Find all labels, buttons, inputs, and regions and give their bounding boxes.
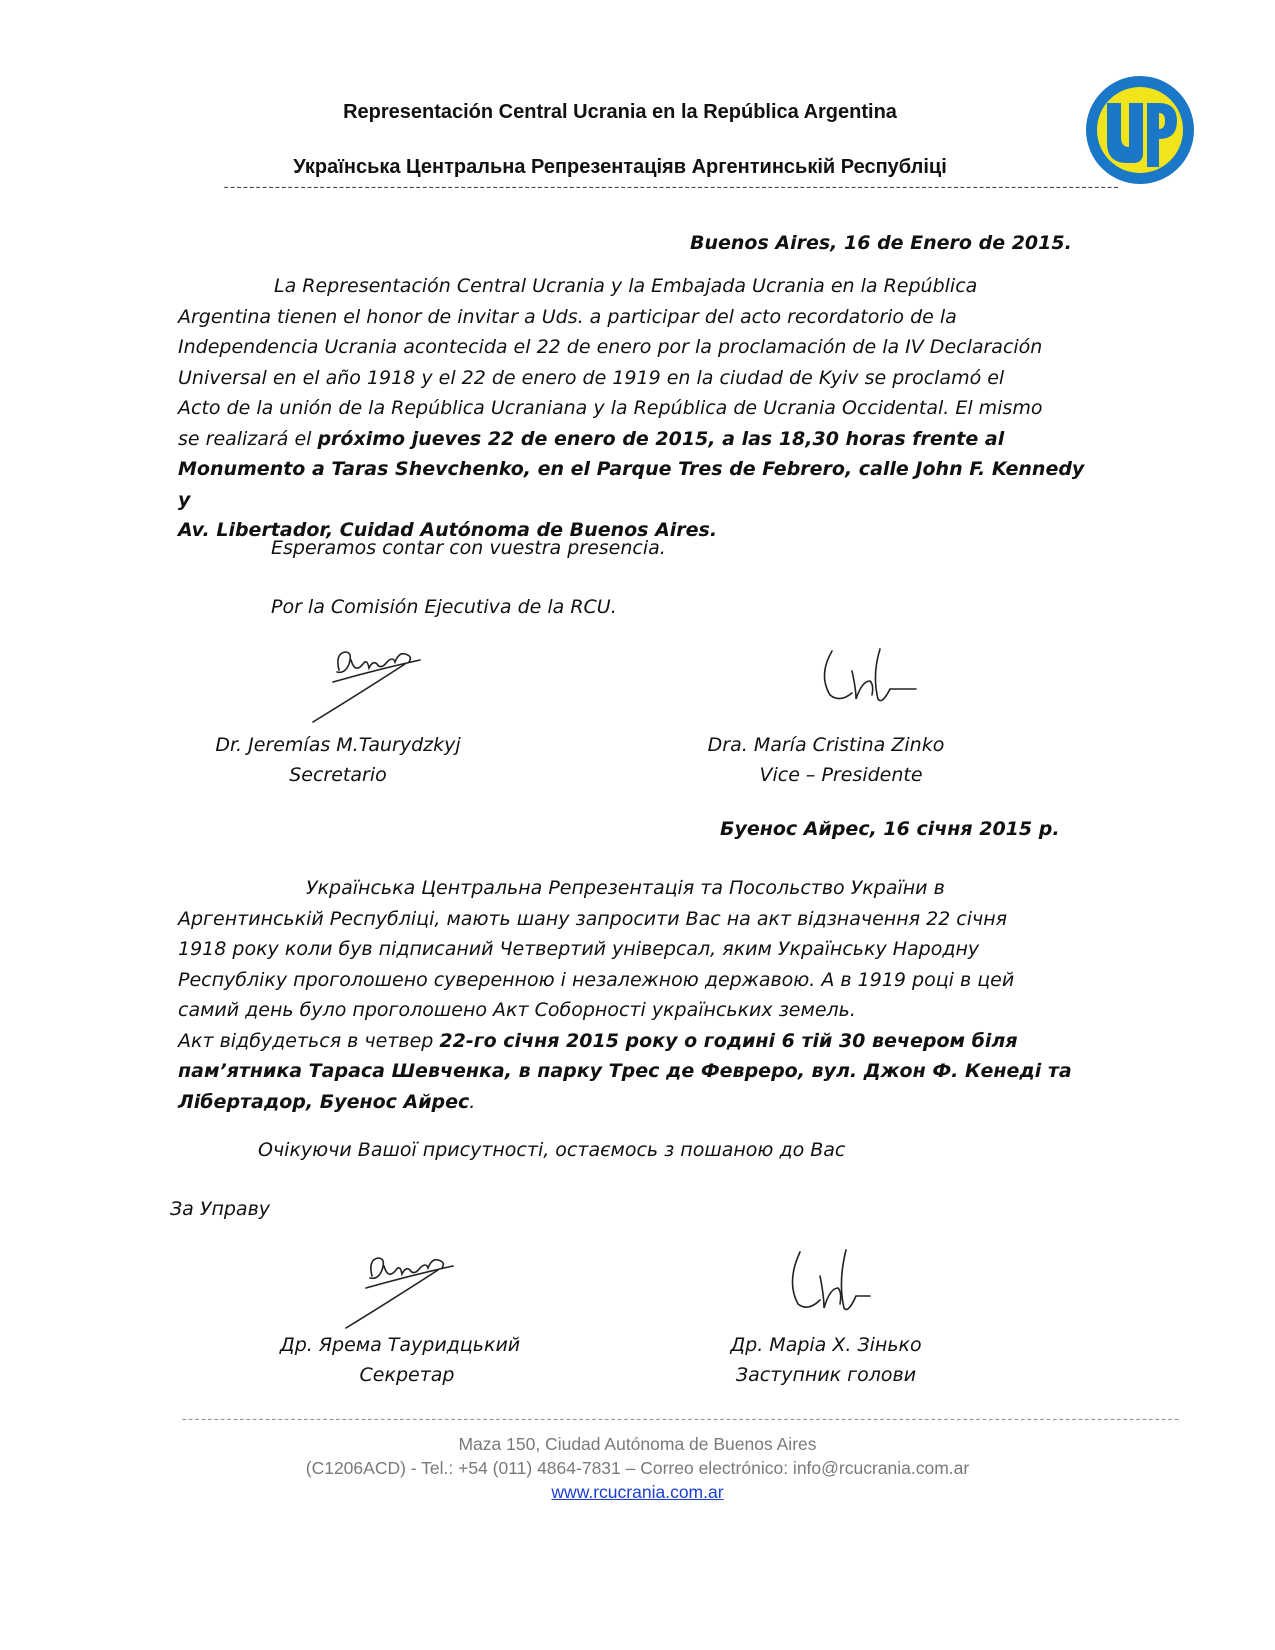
paragraph-emphasis: 22-го січня 2015 року о годині 6 тій 30 вечером біля <box>439 1029 1018 1052</box>
paragraph-line: Українська Центральна Репрезентація та Посольство України в <box>306 877 945 899</box>
paragraph-text: . <box>469 1090 476 1113</box>
invitation-paragraph-uk <box>178 873 1098 1117</box>
footer <box>0 1432 1275 1504</box>
signatory-name: Dr. Jeremías M.Taurydzkyj <box>215 734 461 756</box>
paragraph-text: se realizará el <box>178 427 318 450</box>
paragraph-line: Universal en el año 1918 y el 22 de enero de 1919 en la ciudad de Kyiv se proclamó el <box>178 366 1005 389</box>
paragraph-line <box>178 1026 1098 1057</box>
date-uk: Буенос Айрес, 16 січня 2015 р. <box>720 818 1060 840</box>
paragraph-line <box>178 454 1098 515</box>
paragraph-emphasis: próximo jueves 22 de enero de 2015, a las 18,30 horas frente al <box>317 427 1005 450</box>
header-title-es: Representación Central Ucrania en la República Argentina <box>343 101 897 123</box>
paragraph-line: самий день було проголошено Акт Соборності українських земель. <box>178 999 856 1021</box>
signatory-left-uk <box>250 1330 550 1390</box>
paragraph-line: La Representación Central Ucrania y la Embajada Ucrania en la República <box>274 275 978 297</box>
paragraph-line <box>178 424 1098 455</box>
website-link[interactable]: www.rcucrania.com.ar <box>551 1482 724 1502</box>
paragraph-emphasis: Av. Libertador, Cuidad Autónoma de Buenos Aires. <box>178 519 718 541</box>
paragraph-line <box>178 1087 1098 1118</box>
board-line-uk: За Управу <box>170 1198 271 1220</box>
paragraph-line: Аргентинській Республіці, мають шану запросити Вас на акт відзначення 22 січня <box>178 907 1008 930</box>
paragraph-text: Акт відбудеться в четвер <box>178 1029 440 1052</box>
paragraph-line: Acto de la unión de la República Ucraniana y la República de Ucrania Occidental. El mismo <box>178 397 1043 419</box>
signatory-right-uk <box>676 1330 976 1390</box>
paragraph-line <box>178 1056 1098 1087</box>
signatory-title: Заступник голови <box>735 1364 917 1386</box>
invitation-paragraph-es <box>178 271 1098 546</box>
footer-address: Maza 150, Ciudad Autónoma de Buenos Aires <box>458 1434 817 1454</box>
signature-vice-president-es <box>812 645 927 715</box>
header-divider: -------------------------------------------------------------------------------------------------------------------------------------------- <box>222 180 1119 196</box>
paragraph-line: Independencia Ucrania acontecida el 22 de enero por la proclamación de la IV Declaración <box>178 336 1043 358</box>
paragraph-emphasis: Monumento a Taras Shevchenko, en el Parque Tres de Febrero, calle John F. Kennedy y <box>178 458 1085 511</box>
paragraph-emphasis: Лібертадор, Буенос Айрес <box>178 1090 470 1113</box>
organization-logo <box>1085 75 1195 185</box>
paragraph-line: 1918 року коли був підписаний Четвертий універсал, яким Українську Народну <box>178 938 980 960</box>
footer-contact: (C1206ACD) - Tel.: +54 (011) 4864-7831 – Correo electrónico: info@rcucrania.com.ar <box>305 1458 970 1478</box>
signatory-name: Dra. María Cristina Zinko <box>707 734 945 756</box>
commission-line-es: Por la Comisión Ejecutiva de la RCU. <box>271 596 617 618</box>
signatory-right-es <box>676 730 976 790</box>
header-title-uk: Українська Центральна Репрезентаціяв Аргентинській Республіці <box>293 156 947 178</box>
signatory-title: Vice – Presidente <box>759 764 923 786</box>
date-es: Buenos Aires, 16 de Enero de 2015. <box>690 232 1072 254</box>
closing-uk: Очікуючи Вашої присутності, остаємось з пошаною до Вас <box>258 1139 846 1161</box>
signature-vice-president-uk <box>782 1248 882 1323</box>
paragraph-emphasis: пам’ятника Тараса Шевченка, в парку Трес де Феврерo, вул. Джон Ф. Кенеді та <box>178 1060 1072 1082</box>
signatory-name: Др. Марiа Х. Зінько <box>730 1334 922 1356</box>
signature-secretary-uk <box>338 1246 463 1331</box>
signature-secretary-es <box>305 640 430 725</box>
signatory-name: Др. Ярема Тауридцький <box>279 1334 521 1356</box>
closing-es: Esperamos contar con vuestra presencia. <box>271 537 666 559</box>
footer-divider: ------------------------------------------------------------------------------------------------------------------------------------------------------------ <box>180 1412 1179 1428</box>
signatory-left-es <box>188 730 488 790</box>
signatory-title: Секретар <box>359 1364 455 1386</box>
paragraph-line: Республіку проголошено суверенною і незалежною державою. А в 1919 році в цей <box>178 968 1015 991</box>
signatory-title: Secretario <box>289 764 387 786</box>
paragraph-line: Argentina tienen el honor de invitar a Uds. a participar del acto recordatorio de la <box>178 305 957 328</box>
